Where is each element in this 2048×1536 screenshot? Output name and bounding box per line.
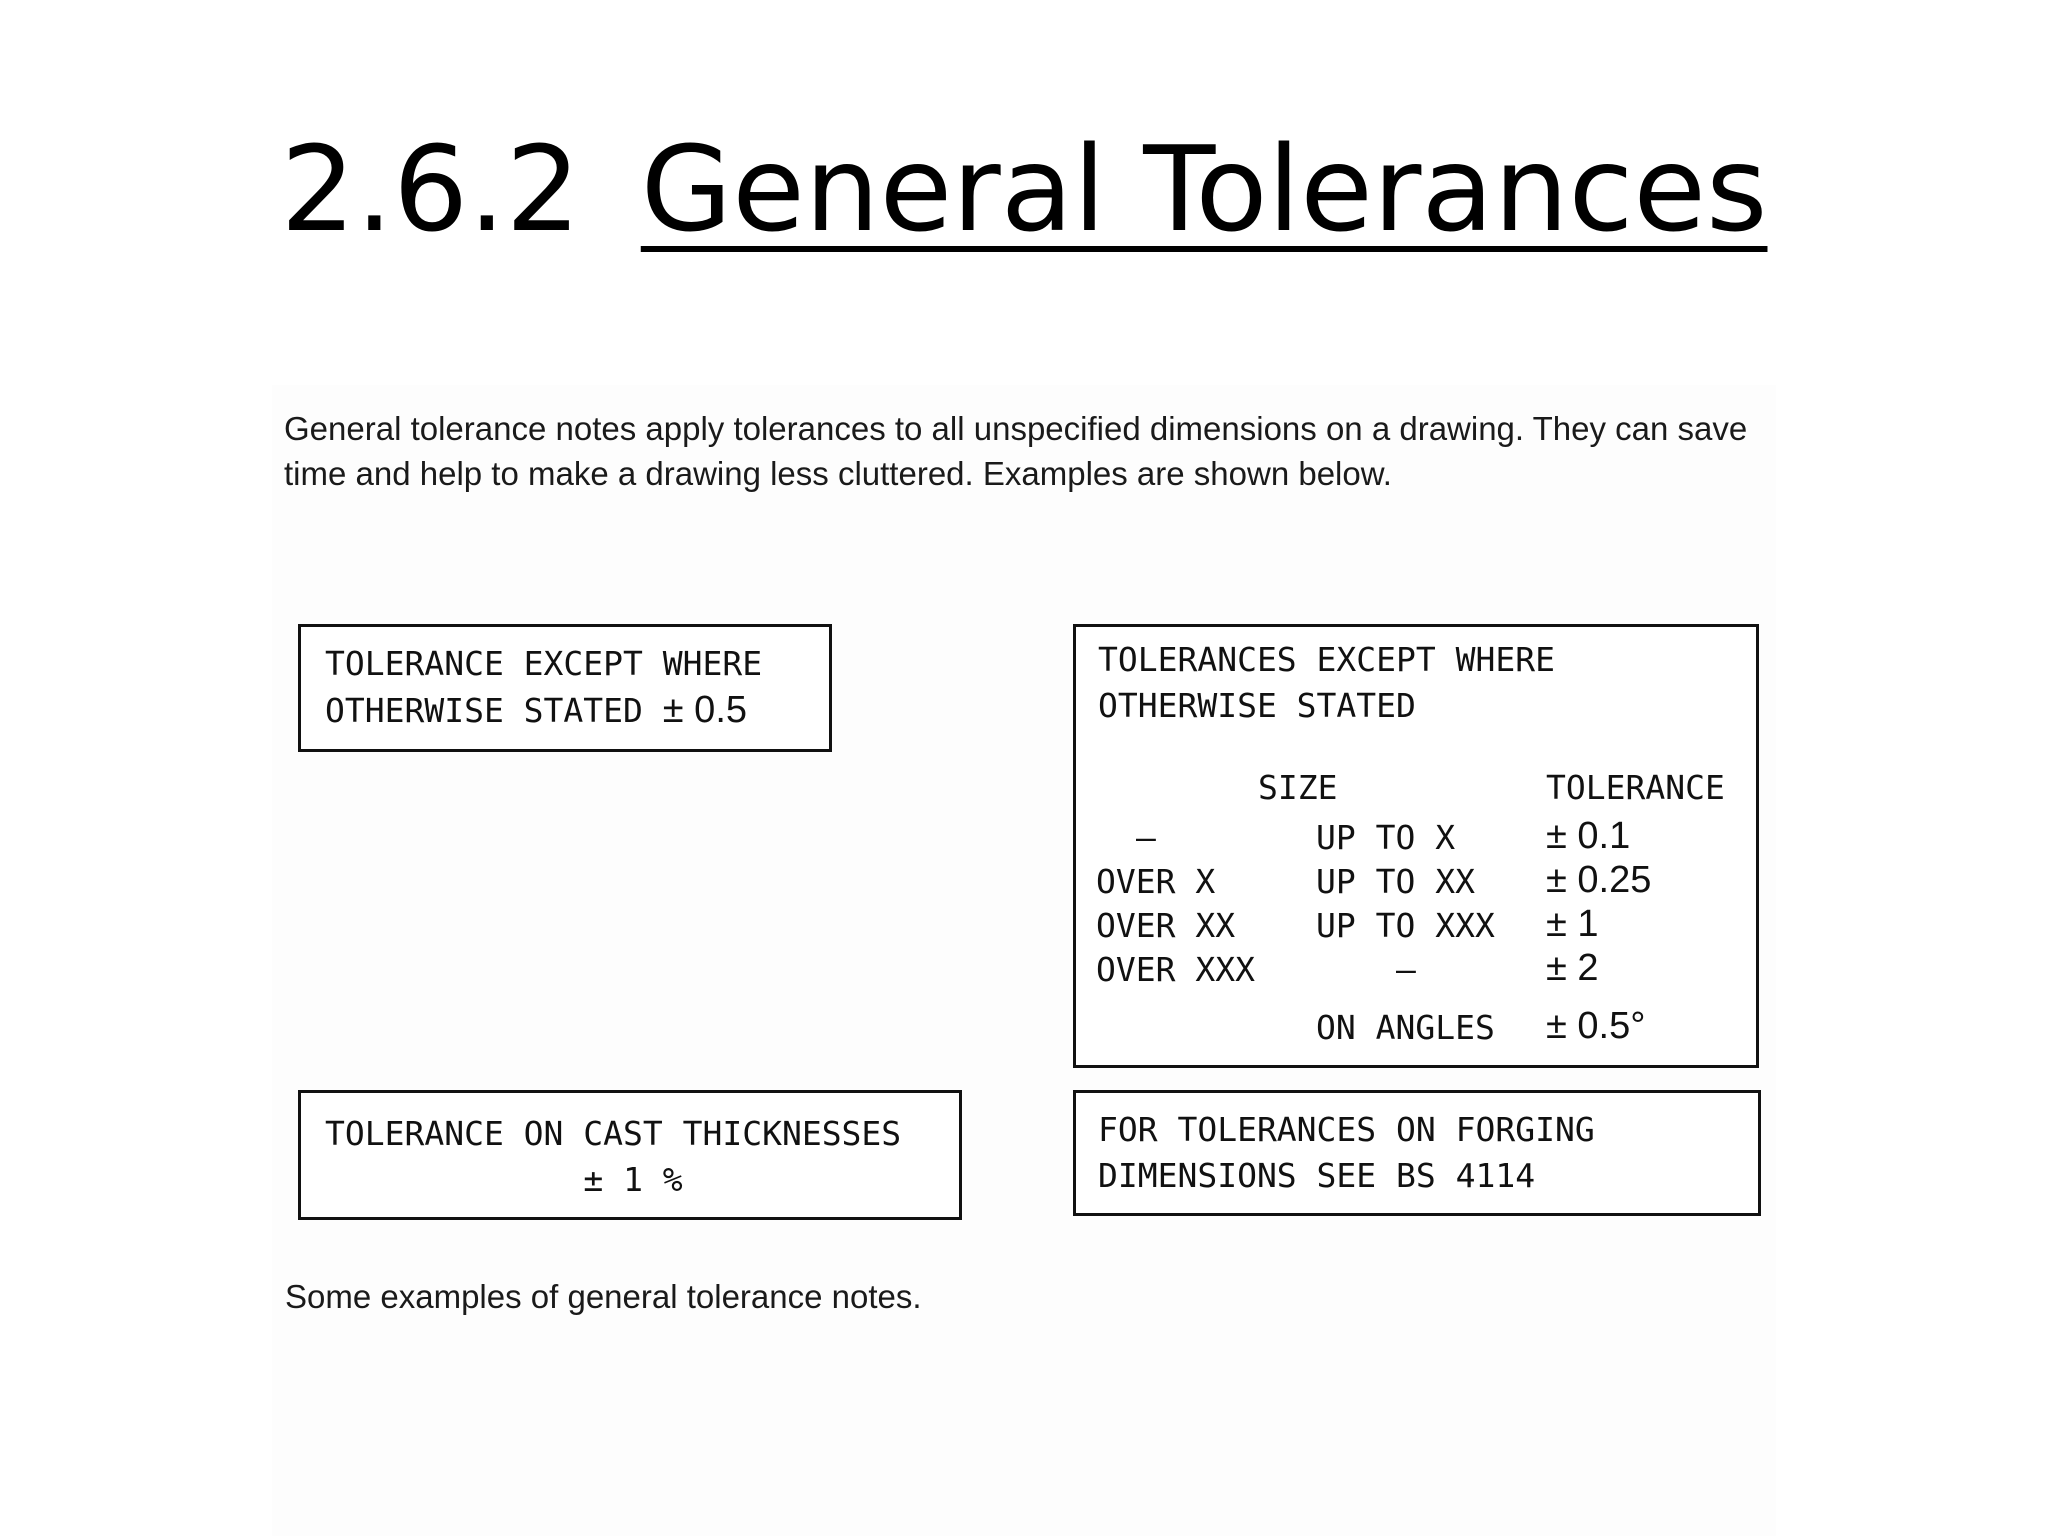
note-line: TOLERANCE ON CAST THICKNESSES	[325, 1114, 902, 1153]
section-number: 2.6.2	[280, 120, 581, 258]
table-cell-over: OVER XX	[1096, 906, 1236, 945]
table-cell-tolerance: ± 0.1	[1546, 815, 1631, 857]
note-line: TOLERANCE EXCEPT WHERE	[325, 644, 763, 683]
angles-label: ON ANGLES	[1316, 1008, 1495, 1047]
tolerance-note-cast	[298, 1090, 962, 1220]
size-header: SIZE	[1258, 768, 1338, 807]
angles-tolerance: ± 0.5°	[1546, 1005, 1646, 1047]
note-line: OTHERWISE STATED ± 0.5	[325, 689, 748, 731]
table-cell-over: OVER X	[1096, 862, 1216, 901]
note-line: ± 1 %	[583, 1160, 683, 1199]
table-cell-over: OVER XXX	[1096, 950, 1255, 989]
table-cell-upto: UP TO XX	[1316, 862, 1475, 901]
tolerance-header: TOLERANCE	[1546, 768, 1725, 807]
tolerance-note-forging	[1073, 1090, 1761, 1216]
table-cell-tolerance: ± 0.25	[1546, 859, 1652, 901]
table-cell-upto: UP TO X	[1316, 818, 1456, 857]
table-note-heading	[1098, 637, 1555, 729]
note-line: TOLERANCES EXCEPT WHERE	[1098, 640, 1555, 679]
title-text: General Tolerances	[640, 120, 1768, 258]
tolerance-value: ± 0.5	[662, 689, 748, 731]
note-line: DIMENSIONS SEE BS 4114	[1098, 1156, 1536, 1195]
intro-paragraph: General tolerance notes apply tolerances to all unspecified dimensions on a drawing. They can save time and help to make a drawing less cluttered. Examples are shown below.	[284, 410, 1748, 492]
slide-title	[0, 120, 2048, 258]
note-line: OTHERWISE STATED	[1098, 686, 1416, 725]
table-cell-over: —	[1136, 818, 1156, 857]
figure-caption: Some examples of general tolerance notes.	[285, 1278, 922, 1315]
tolerance-note-table	[1073, 624, 1759, 1068]
tolerance-note-simple	[298, 624, 832, 752]
table-cell-tolerance: ± 2	[1546, 947, 1599, 989]
table-cell-upto: —	[1396, 950, 1416, 989]
note-line: FOR TOLERANCES ON FORGING	[1098, 1110, 1595, 1149]
table-cell-upto: UP TO XXX	[1316, 906, 1495, 945]
table-cell-tolerance: ± 1	[1546, 903, 1599, 945]
